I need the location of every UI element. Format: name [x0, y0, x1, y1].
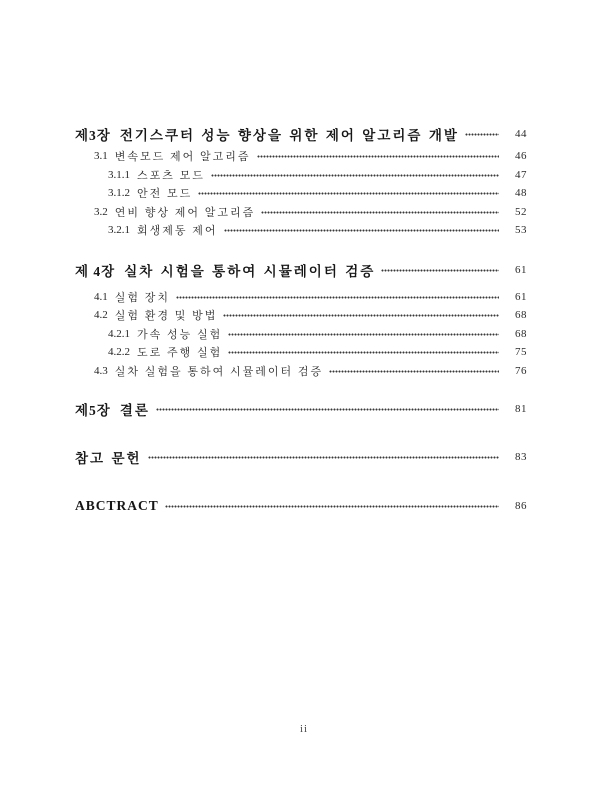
dot-leader — [257, 155, 499, 158]
toc-entry-title: 가속 성능 실험 — [137, 328, 223, 341]
dot-leader — [211, 174, 499, 177]
dot-leader — [381, 269, 499, 272]
toc-entry-number: 4.2.1 — [108, 327, 130, 340]
toc-page-number: 68 — [515, 327, 527, 340]
dot-leader — [224, 229, 499, 232]
toc-page-number: 53 — [515, 224, 527, 237]
table-of-contents — [75, 124, 527, 516]
toc-entry — [75, 362, 527, 381]
toc-entry — [75, 288, 527, 307]
dot-leader — [156, 408, 499, 411]
toc-chapter-group — [75, 260, 527, 381]
toc-abstract-heading — [75, 496, 527, 516]
toc-entry-title: 실험 장치 — [114, 291, 171, 304]
toc-chapter-title: 결론 — [119, 403, 150, 418]
toc-abstract-title: ABCTRACT — [75, 498, 159, 513]
toc-page-number: 46 — [515, 150, 527, 163]
toc-chapter-groups — [75, 124, 527, 380]
toc-page-number: 44 — [515, 128, 527, 140]
toc-chapter-heading — [75, 124, 527, 144]
toc-entry-number: 3.2 — [94, 205, 108, 218]
toc-chapter-number: 제5장 — [75, 403, 111, 418]
dot-leader — [148, 456, 499, 459]
toc-entry-number: 4.3 — [94, 364, 108, 377]
toc-page-number: 86 — [515, 500, 527, 512]
toc-page-number: 81 — [515, 403, 527, 415]
toc-page-number: 75 — [515, 346, 527, 359]
toc-page-number: 83 — [515, 451, 527, 463]
toc-entry-number: 3.1.1 — [108, 168, 130, 181]
dot-leader — [176, 296, 499, 299]
toc-chapter-group — [75, 124, 527, 240]
dot-leader — [165, 505, 499, 508]
footer-page-number: ii — [299, 723, 309, 735]
toc-entry-number: 3.1 — [94, 150, 108, 163]
dot-leader — [223, 314, 499, 317]
toc-entry-title: 스포츠 모드 — [137, 169, 205, 182]
toc-entry-title: 실험 환경 및 방법 — [114, 310, 218, 323]
toc-page-number: 61 — [515, 290, 527, 303]
toc-entry-number: 4.1 — [94, 290, 108, 303]
toc-entry-title: 연비 향상 제어 알고리즘 — [114, 206, 256, 219]
toc-page-number: 48 — [515, 187, 527, 200]
dot-leader — [329, 370, 499, 373]
toc-references-title: 참고 문헌 — [75, 451, 142, 466]
toc-entry — [75, 203, 527, 222]
dot-leader — [465, 133, 499, 136]
toc-entry-number: 4.2.2 — [108, 346, 130, 359]
toc-entry — [75, 184, 527, 203]
toc-entry — [75, 325, 527, 344]
toc-entry-title: 변속모드 제어 알고리즘 — [114, 151, 251, 164]
toc-entry — [75, 343, 527, 362]
dot-leader — [228, 351, 499, 354]
toc-entry-title: 안전 모드 — [137, 188, 193, 201]
toc-entry-number: 3.1.2 — [108, 187, 130, 200]
toc-entry — [75, 147, 527, 166]
toc-chapter-number: 제3장 — [75, 128, 111, 143]
toc-entry-title: 실차 실험을 통하여 시뮬레이터 검증 — [114, 365, 324, 378]
toc-page-number: 68 — [515, 309, 527, 322]
dot-leader — [261, 211, 499, 214]
toc-chapter-number: 제 4장 — [75, 263, 116, 279]
toc-entry-number: 3.2.1 — [108, 224, 130, 237]
toc-entry-title: 회생제동 제어 — [137, 225, 218, 238]
toc-chapter-title: 전기스쿠터 성능 향상을 위한 제어 알고리즘 개발 — [119, 128, 459, 143]
toc-page-number: 52 — [515, 205, 527, 218]
toc-entry — [75, 166, 527, 185]
toc-page-number: 61 — [515, 263, 527, 276]
toc-chapter-heading — [75, 260, 527, 280]
toc-chapter5-heading — [75, 399, 527, 419]
dot-leader — [198, 192, 499, 195]
toc-references-heading — [75, 447, 527, 467]
toc-entry — [75, 306, 527, 325]
toc-entry-number: 4.2 — [94, 309, 108, 322]
toc-page-number: 76 — [515, 364, 527, 377]
toc-chapter-title: 실차 시험을 통하여 시뮬레이터 검증 — [124, 263, 376, 279]
toc-entry-title: 도로 주행 실험 — [137, 347, 223, 360]
toc-entry — [75, 221, 527, 240]
dot-leader — [228, 333, 499, 336]
toc-page-number: 47 — [515, 168, 527, 181]
